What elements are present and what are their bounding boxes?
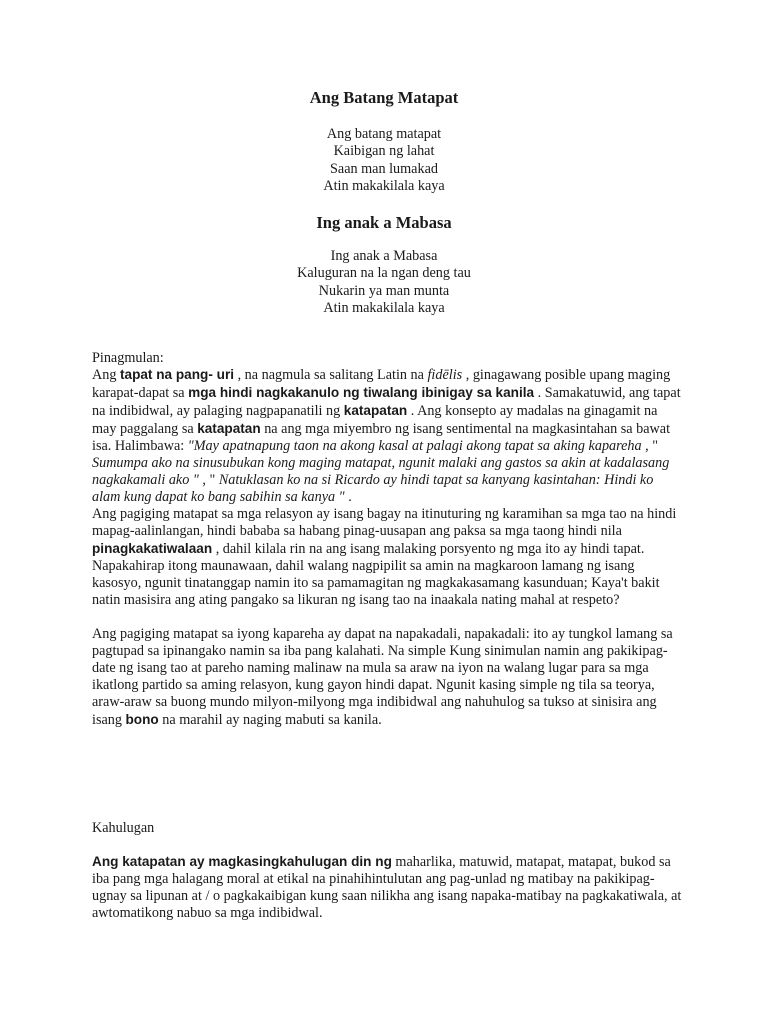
italic-quote: Natuklasan ko na si Ricardo ay hindi tapat sa kanyang kasintahan: Hindi ko alam kung dapat ko bang sabihin sa kanya " [92, 472, 654, 505]
poem2-verse [0, 248, 768, 317]
text-run: na ang mga miyembro ng isang sentimental na magkasintahan sa bawat isa. Halimbawa: [92, 421, 671, 454]
poem2-title: Ing anak a Mabasa [316, 213, 452, 232]
origin-heading: Pinagmulan: [92, 350, 164, 366]
poem1-line: Atin makakilala kaya [323, 177, 445, 194]
meaning-section [92, 853, 682, 922]
meaning-heading: Kahulugan [92, 820, 155, 836]
text-run: . Samakatuwid, ang tapat na indibidwal, ay palaging nagpapanatili ng [92, 385, 681, 419]
text-run: , na nagmula sa salitang Latin na [234, 367, 428, 383]
text-run: , dahil kilala rin na ang isang malaking porsyento ng mga ito ay hindi tapat. Napakahirap itong maunawaan, dahil walang nagpipilit sa amin na magkaroon lamang ng isang kasosyo, ngunit tinatanggap namin ito sa pamamagitan ng magkakasamang kasunduan; Kaya't bakit natin masisira ang ating pangako sa likuran ng isang tao na inaakala nating mahal at respeto? [92, 541, 660, 608]
bold-term: Ang katapatan ay magkasingkahulugan din ng [92, 854, 392, 869]
text-run: , " [198, 472, 219, 488]
bold-term: bono [125, 712, 159, 727]
poem1-title: Ang Batang Matapat [309, 88, 459, 107]
text-run: maharlika, matuwid, matapat, matapat, bukod sa iba pang mga halagang moral at etikal na pinahihintulutan ang pag-unlad ng matibay na pakikipag-ugnay sa lipunan at / o pagkakaibigan kung saan nilikha ang isang napaka-matibay na pagkakatiwala, at awtomatikong nabuo sa mga indibidwal. [92, 854, 682, 921]
origin-section [92, 366, 682, 729]
italic-term: fidēlis [427, 367, 463, 383]
poem2-line: Kaluguran na la ngan deng tau [297, 265, 471, 282]
text-run: Ang pagiging matapat sa mga relasyon ay isang bagay na itinuturing ng karamihan sa mga tao na hindi mapag-aalinlangan, hindi bababa sa habang pinag-uusapan ang paksa sa mga taong hindi nila [92, 506, 677, 539]
poem1-line: Saan man lumakad [330, 160, 438, 177]
text-run: Ang pagiging matapat sa iyong kapareha ay dapat na napakadali, napakadali: ito ay tungkol lamang sa pagtupad sa ipinangako namin sa iba pang kalahati. Na simple Kung sinimulan namin ang pakikipag-date ng isang tao at pareho naming malinaw na mula sa araw na iyon na walang lugar para sa mga ikatlong partido sa aming relasyon, kung gayon hindi dapat. Ngunit kasing simple ng tila sa teorya, araw-araw sa buong mundo milyon-milyong mga indibidwal ang nahuhulog sa tukso at sinisira ang isang [92, 626, 673, 728]
origin-paragraph-3 [92, 626, 682, 729]
italic-quote: "May apatnapung taon na akong kasal at palagi akong tapat sa aking kapareha [187, 438, 642, 454]
bold-term: katapatan [197, 421, 261, 436]
text-run: na marahil ay naging mabuti sa kanila. [158, 712, 382, 728]
bold-term: katapatan [343, 403, 408, 418]
poem2-line: Ing anak a Mabasa [330, 248, 438, 264]
origin-paragraph-2 [92, 506, 682, 609]
bold-term: mga hindi nagkakanulo ng tiwalang ibinigay sa kanila [188, 385, 535, 400]
poem2-line: Nukarin ya man munta [318, 282, 450, 299]
poem1-line: Kaibigan ng lahat [333, 143, 435, 160]
text-run: , ginagawang posible upang maging karapat-dapat sa [92, 367, 671, 401]
meaning-paragraph-1 [92, 853, 682, 922]
poem2-line: Atin makakilala kaya [323, 299, 445, 316]
text-run: Ang [92, 367, 120, 383]
italic-quote: Sumumpa ako na sinusubukan kong maging matapat, ngunit malaki ang gastos sa akin at kadalasang nagkakamali ako " [92, 455, 670, 488]
text-run: . [344, 489, 352, 505]
poem1-line: Ang batang matapat [326, 126, 442, 142]
bold-term: tapat na pang- uri [119, 367, 235, 382]
text-run: . Ang konsepto ay madalas na ginagamit na may paggalang sa [92, 403, 658, 437]
poem1-verse [0, 126, 768, 195]
origin-paragraph-1 [92, 366, 682, 506]
text-run: , " [641, 438, 659, 454]
bold-term: pinagkakatiwalaan [92, 541, 213, 556]
